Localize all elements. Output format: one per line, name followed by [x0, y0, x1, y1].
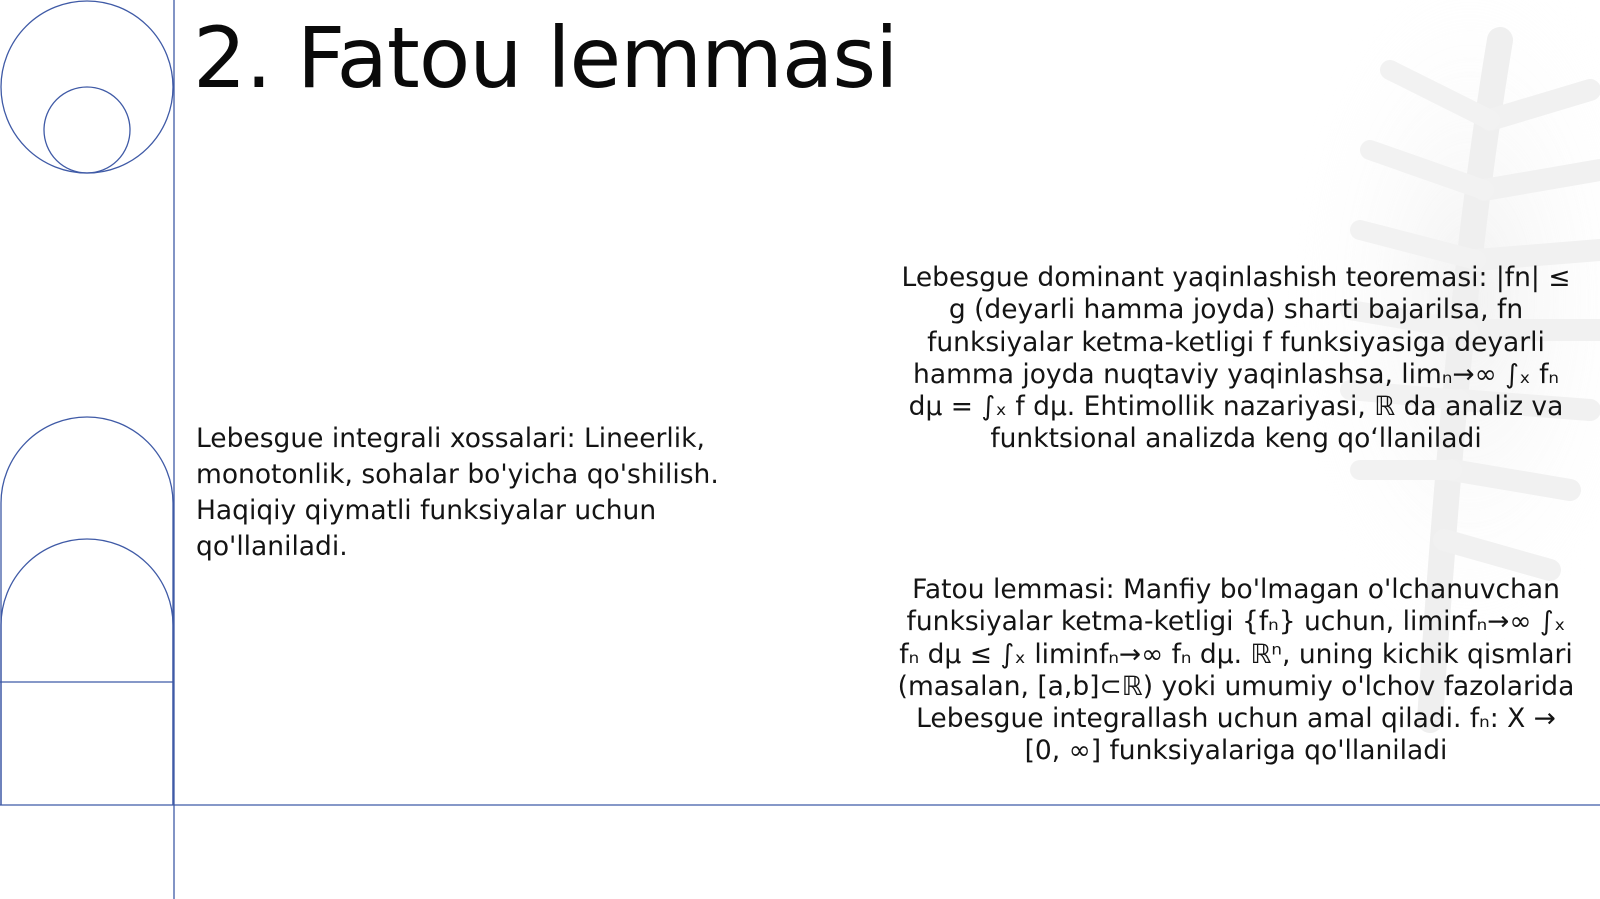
- right-top-text-block: [896, 262, 1576, 456]
- arch-outline-upper: [1, 417, 173, 805]
- slide-title: 2. Fatou lemmasi: [193, 9, 898, 107]
- right-bottom-text-block: [896, 574, 1576, 768]
- fatou-lemma-text: Fatou lemmasi: Manfiy bo'lmagan o'lchanuvchan funksiyalar ketma-ketligi {fₙ} uchun, liminfₙ→∞ ∫ₓ fₙ dμ ≤ ∫ₓ liminfₙ→∞ fₙ dμ. ℝⁿ, uning kichik qismlari (masalan, [a,b]⊂ℝ) yoki umumiy o'lchov fazolarida Lebesgue integrallash uchun amal qiladi. fₙ: X → [0, ∞] funksiyalariga qo'llaniladi: [897, 574, 1575, 767]
- integral-properties-text: Lebesgue integrali xossalari: Lineerlik, monotonlik, sohalar bo'yicha qo'shilish. Haqiqiy qiymatli funksiyalar uchun qo'llaniladi.: [196, 423, 719, 562]
- small-circle-outline: [44, 87, 130, 173]
- dominated-convergence-text: Lebesgue dominant yaqinlashish teoremasi: |fn| ≤ g (deyarli hamma joyda) sharti bajarilsa, fn funksiyalar ketma-ketligi f funksiyasiga deyarli hamma joyda nuqtaviy yaqinlashsa, limₙ→∞ ∫ₓ fₙ dμ = ∫ₓ f dμ. Ehtimollik nazariyasi, ℝ da analiz va funktsional analizda keng qo‘llaniladi: [901, 262, 1571, 455]
- arch-outline-lower: [1, 539, 173, 805]
- left-text-block: [196, 421, 776, 565]
